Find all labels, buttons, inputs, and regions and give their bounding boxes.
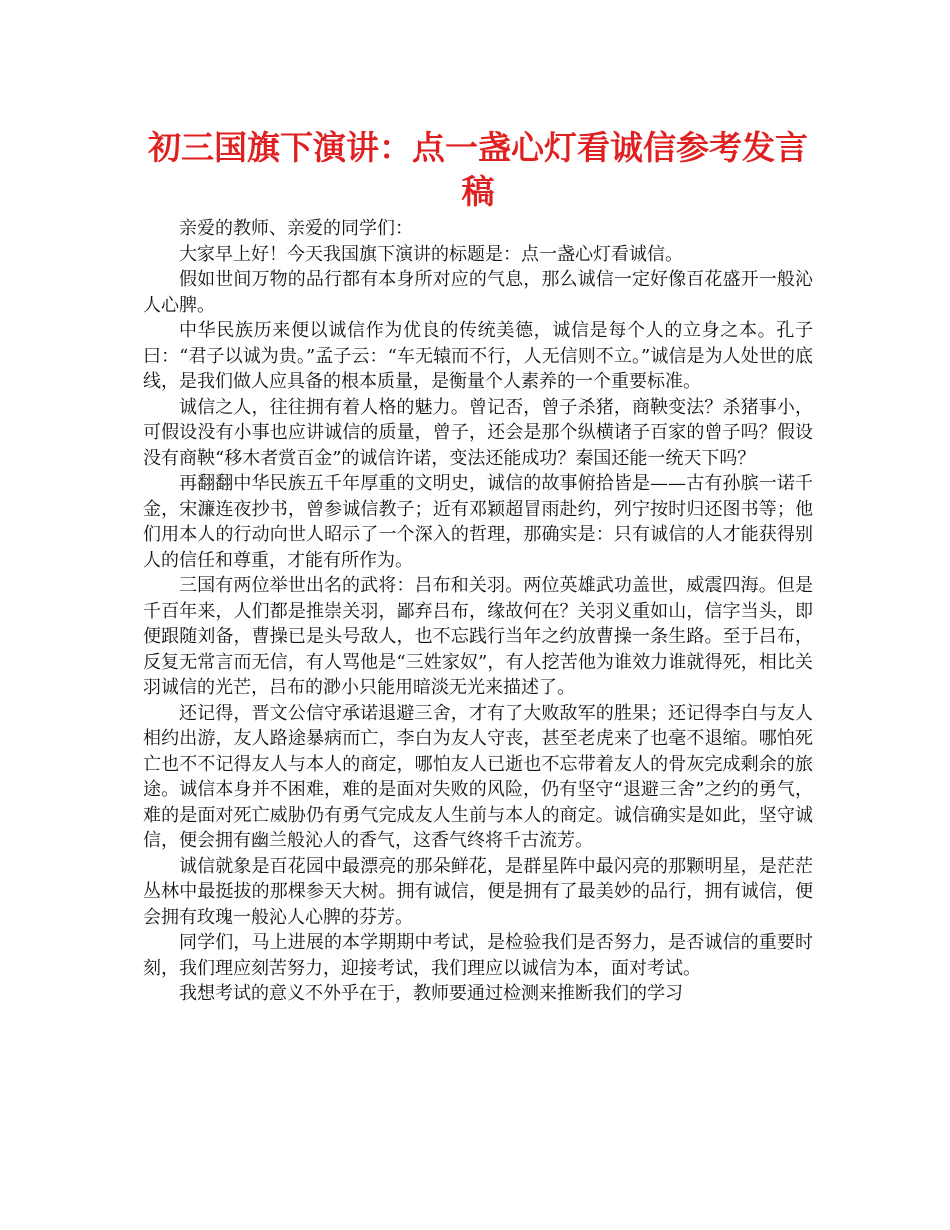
document-page (143, 126, 813, 1007)
body-paragraph: 诚信就象是百花园中最漂亮的那朵鲜花，是群星阵中最闪亮的那颗明星，是茫茫丛林中最挺拔的那棵参天大树。拥有诚信，便是拥有了最美妙的品行，拥有诚信，便会拥有玫瑰一般沁人心脾的芬芳。 (143, 855, 813, 928)
greeting-paragraph: 亲爱的教师、亲爱的同学们： (179, 218, 413, 239)
body-paragraph: 三国有两位举世出名的武将：吕布和关羽。两位英雄武功盖世，威震四海。但是千百年来，人们都是推崇关羽，鄙弃吕布，缘故何在？关羽义重如山，信字当头，即便跟随刘备，曹操已是头号敌人，也不忘践行当年之约放曹操一条生路。至于吕布，反复无常言而无信，有人骂他是“三姓家奴”，有人挖苦他为谁效力谁就得死，相比关羽诚信的光芒，吕布的渺小只能用暗淡无光来描述了。 (143, 575, 813, 698)
body-paragraph: 假如世间万物的品行都有本身所对应的气息，那么诚信一定好像百花盛开一般沁人心脾。 (143, 269, 813, 316)
body-paragraph: 同学们，马上进展的本学期期中考试，是检验我们是否努力，是否诚信的重要时刻，我们理应刻苦努力，迎接考试，我们理应以诚信为本，面对考试。 (143, 932, 813, 979)
body-paragraph: 中华民族历来便以诚信作为优良的传统美德，诚信是每个人的立身之本。孔子曰：“君子以诚为贵。”孟子云：“车无辕而不行，人无信则不立。”诚信是为人处世的底线，是我们做人应具备的根本质量，是衡量个人素养的一个重要标准。 (143, 320, 813, 392)
body-paragraph: 诚信之人，往往拥有着人格的魅力。曾记否，曾子杀猪，商鞅变法？杀猪事小，可假设没有小事也应讲诚信的质量，曾子，还会是那个纵横诸子百家的曾子吗？假设没有商鞅“移木者赏百金”的诚信许诺，变法还能成功？秦国还能一统天下吗？ (143, 396, 813, 469)
body-paragraph: 大家早上好！今天我国旗下演讲的标题是：点一盏心灯看诚信。 (179, 243, 683, 265)
body-paragraph: 还记得，晋文公信守承诺退避三舍，才有了大败敌军的胜果；还记得李白与友人相约出游，友人路途暴病而亡，李白为友人守丧，甚至老虎来了也毫不退缩。哪怕死亡也不不记得友人与本人的商定，哪怕友人已逝也不忘带着友人的骨灰完成剩余的旅途。诚信本身并不困难，难的是面对失败的风险，仍有坚守“退避三舍”之约的勇气，难的是面对死亡威胁仍有勇气完成友人生前与本人的商定。诚信确实是如此，坚守诚信，便会拥有幽兰般沁人的香气，这香气终将千古流芳。 (143, 702, 813, 851)
document-body (143, 216, 813, 1007)
body-paragraph: 再翻翻中华民族五千年厚重的文明史，诚信的故事俯拾皆是——古有孙膑一诺千金，宋濂连夜抄书，曾参诚信教子；近有邓颖超冒雨赴约，列宁按时归还图书等；他们用本人的行动向世人昭示了一个深入的哲理，那确实是：只有诚信的人才能获得别人的信任和尊重，才能有所作为。 (143, 473, 813, 571)
body-paragraph: 我想考试的意义不外乎在于，教师要通过检测来推断我们的学习 (179, 983, 683, 1004)
document-title: 初三国旗下演讲：点一盏心灯看诚信参考发言稿 (148, 128, 808, 211)
